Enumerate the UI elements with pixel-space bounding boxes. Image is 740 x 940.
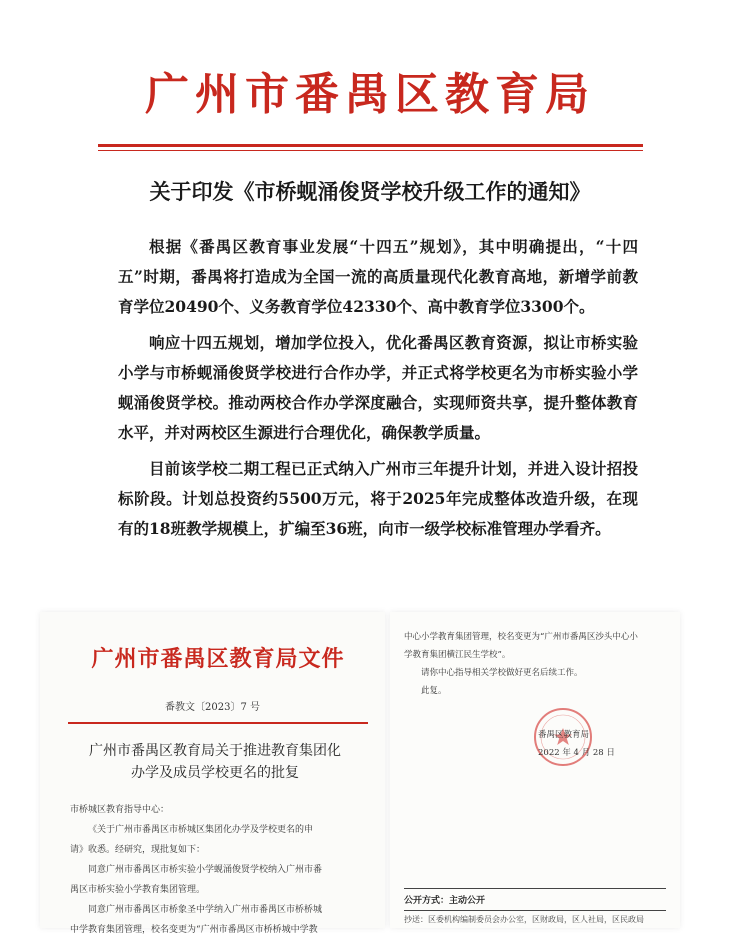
document-line: 同意广州市番禺区市桥实验小学蚬涌俊贤学校纳入广州市番	[88, 865, 323, 875]
document-body	[70, 800, 365, 940]
document-footer-cc: 抄送：区委机构编制委员会办公室，区财政局，区人社局，区民政局	[404, 915, 644, 924]
document-body	[404, 628, 654, 700]
document-line: 请》收悉。经研究，现批复如下：	[70, 845, 206, 855]
document-line: 《关于广州市番禺区市桥城区集团化办学及学校更名的申	[88, 825, 314, 835]
document-heading-line: 广州市番禺区教育局关于推进教育集团化	[89, 743, 341, 759]
document-heading-line: 办学及成员学校更名的批复	[131, 765, 299, 781]
document-red-rule	[68, 722, 368, 724]
footer-rule	[404, 888, 666, 889]
document-line: 市桥城区教育指导中心：	[70, 805, 170, 815]
approval-document-page-2	[390, 612, 680, 928]
document-line: 中学教育集团管理，校名变更为“广州市番禺区市桥桥城中学教	[70, 925, 318, 935]
document-line: 禺区市桥实验小学教育集团管理。	[70, 885, 206, 895]
document-heading	[70, 740, 360, 784]
notice-title: 关于印发《市桥蚬涌俊贤学校升级工作的通知》	[149, 179, 591, 204]
notice-body	[118, 232, 638, 550]
document-date: 2022 年 4 月 28 日	[538, 748, 615, 758]
approval-document-page-1	[40, 612, 385, 935]
document-line: 学教育集团横江民生学校”。	[404, 650, 511, 660]
bureau-header-title: 广州市番禺区教育局	[145, 69, 595, 120]
notice-paragraph: 根据《番禺区教育事业发展“十四五”规划》，其中明确提出，“十四五”时期，番禺将打造成为全国一流的高质量现代化教育高地，新增学前教育学位20490个、义务教育学位42330个、高中教育学位3300个。	[118, 237, 638, 316]
document-line: 请你中心指导相关学校做好更名后续工作。	[421, 668, 583, 678]
footer-rule	[404, 910, 666, 911]
notice-paragraph: 目前该学校二期工程已正式纳入广州市三年提升计划，并进入设计招投标阶段。计划总投资约5500万元，将于2025年完成整体改造升级，在现有的18班教学规模上，扩编至36班，向市一级学校标准管理办学看齐。	[118, 459, 638, 538]
header-red-rule	[98, 144, 643, 147]
document-line: 中心小学教育集团管理，校名变更为“广州市番禺区沙头中心小	[404, 632, 638, 642]
notice-paragraph: 响应十四五规划，增加学位投入，优化番禺区教育资源，拟让市桥实验小学与市桥蚬涌俊贤学校进行合作办学，并正式将学校更名为市桥实验小学蚬涌俊贤学校。推动两校合作办学深度融合，实现师资共享，提升整体教育水平，并对两校区生源进行合理优化，确保教学质量。	[118, 333, 638, 442]
document-header-title: 广州市番禺区教育局文件	[91, 646, 345, 672]
header-red-rule-thin	[98, 150, 643, 151]
document-signature: 番禺区教育局	[538, 730, 590, 740]
document-number: 番教文〔2023〕7 号	[165, 702, 260, 713]
document-line: 此复。	[421, 686, 447, 696]
document-line: 同意广州市番禺区市桥象圣中学纳入广州市番禺区市桥桥城	[88, 905, 323, 915]
disclosure-label: 公开方式：主动公开	[404, 896, 486, 906]
